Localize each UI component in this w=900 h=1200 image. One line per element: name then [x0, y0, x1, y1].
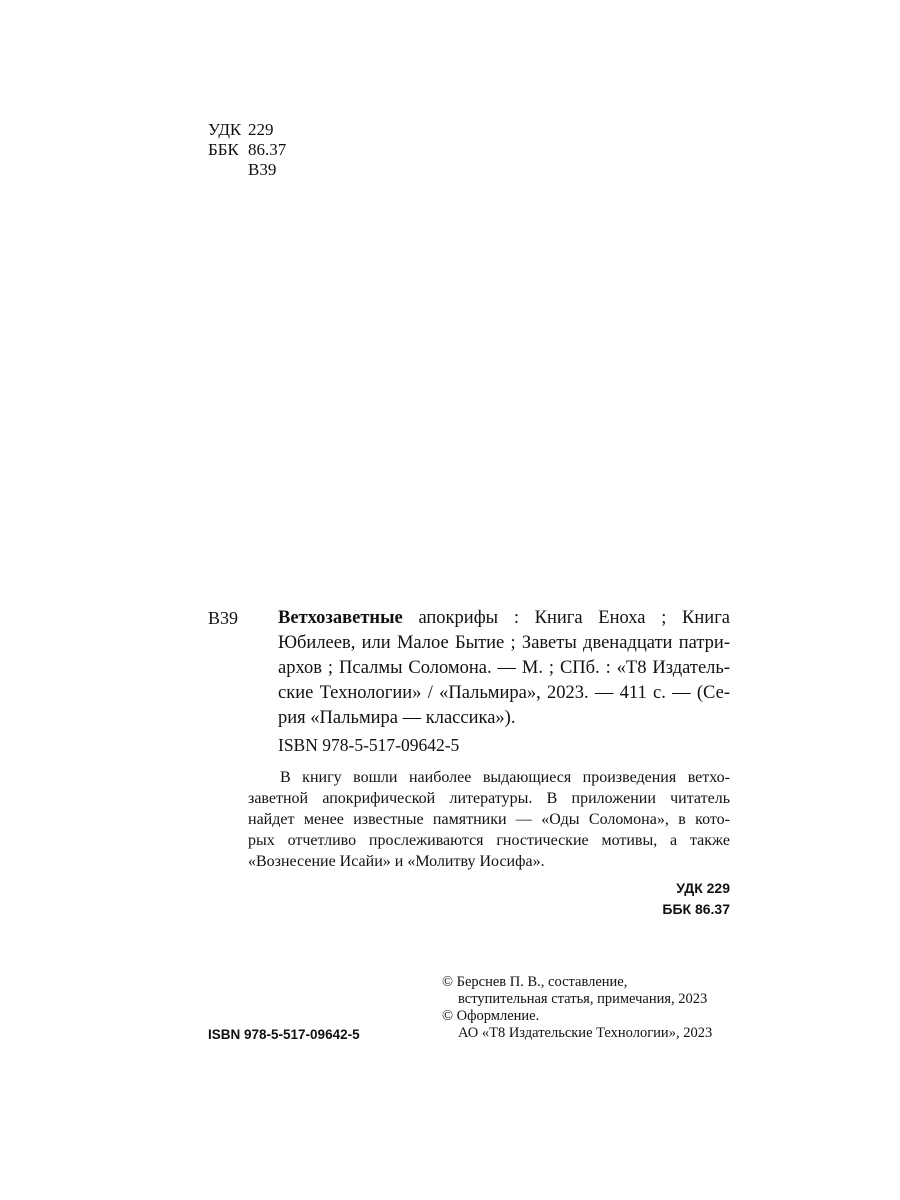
bib-line-4: ские Технологии» / «Пальмира», 2023. — 411 с. — (Се-: [278, 683, 730, 703]
copyright-line-3: © Оформление.: [442, 1008, 540, 1024]
copyright-line-2: вступительная статья, примечания, 2023: [458, 991, 708, 1007]
udk-bottom: УДК 229: [676, 880, 730, 896]
bbk-line: [208, 140, 286, 160]
bbk-label: ББК: [208, 140, 239, 159]
annotation-line-2: заветной апокрифической литературы. В приложении читатель: [248, 790, 730, 807]
bib-line-5: рия «Пальмира — классика»).: [278, 708, 516, 728]
isbn-record: ISBN 978-5-517-09642-5: [278, 735, 460, 755]
annotation: [248, 767, 730, 872]
udk-value: 229: [248, 120, 274, 139]
bib-line-2: Юбилеев, или Малое Бытие ; Заветы двенадцати патри-: [278, 633, 730, 653]
annotation-line-5: «Вознесение Исайи» и «Молитву Иосифа».: [248, 853, 545, 870]
copyright-line-4: АО «Т8 Издательские Технологии», 2023: [458, 1025, 713, 1041]
codes-bottom: [662, 878, 730, 920]
udk-line: [208, 120, 286, 140]
copyright-line-1: © Берснев П. В., составление,: [442, 974, 628, 990]
bbk-value: 86.37: [248, 140, 287, 159]
annotation-line-4: рых отчетливо прослеживаются гностические мотивы, а также: [248, 832, 730, 849]
isbn-bottom: ISBN 978-5-517-09642-5: [208, 1027, 360, 1042]
bib-line-1-rest: апокрифы : Книга Еноха ; Книга: [402, 608, 730, 628]
bib-title-bold: Ветхозаветные: [278, 608, 403, 628]
annotation-line-3: найдет менее известные памятники — «Оды Соломона», в кото-: [248, 811, 730, 828]
bib-line-3: архов ; Псалмы Соломона. — М. ; СПб. : «Т8 Издатель-: [278, 658, 730, 678]
bbk-bottom: ББК 86.37: [662, 901, 730, 917]
bibliographic-description: [278, 606, 730, 731]
annotation-line-1: В книгу вошли наиболее выдающиеся произведения ветхо-: [280, 769, 730, 786]
author-sign-line: [208, 160, 286, 180]
classification-block: [208, 120, 286, 180]
copyright-block: [442, 974, 712, 1042]
udk-label: УДК: [208, 120, 242, 139]
bib-author-sign: В39: [208, 608, 239, 628]
bib-line-1: [278, 606, 730, 631]
author-sign: В39: [248, 160, 277, 179]
